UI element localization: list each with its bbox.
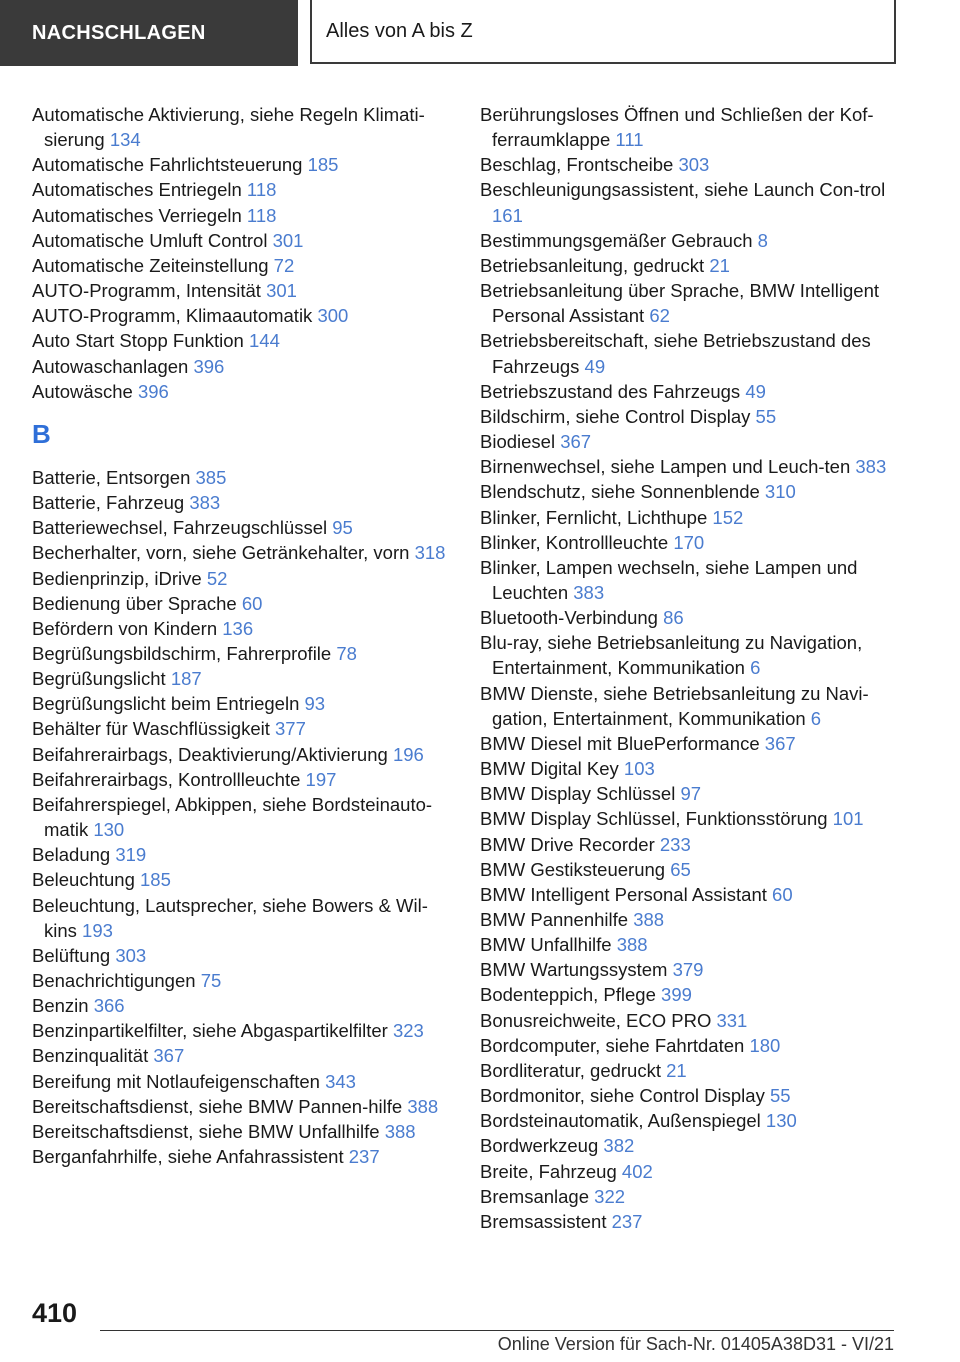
index-page-link[interactable]: 6 — [750, 657, 761, 679]
index-entry-text: Blinker, Fernlicht, Lichthupe — [480, 506, 708, 528]
index-page-link[interactable]: 399 — [661, 984, 692, 1006]
index-entry-text: Beschleunigungsassistent, siehe Launch Con-trol — [480, 179, 886, 201]
index-entry-text: Beifahrerairbags, Deaktivierung/Aktivierung — [32, 743, 388, 765]
index-entry-text: BMW Dienste, siehe Betriebsanleitung zu Navi-gation, Entertainment, Kommunikation — [480, 682, 869, 729]
index-page-link[interactable]: 101 — [832, 808, 864, 830]
index-page-link[interactable]: 118 — [246, 179, 277, 201]
index-page-link[interactable]: 388 — [384, 1120, 416, 1142]
index-entry-text: Bedienung über Sprache — [32, 592, 237, 614]
index-entry-text: Benzinpartikelfilter, siehe Abgaspartikelfilter — [32, 1020, 388, 1042]
index-page-link[interactable]: 301 — [266, 280, 297, 302]
index-entry-text: BMW Pannenhilfe — [480, 909, 629, 930]
index-page-link[interactable]: 55 — [769, 1085, 791, 1107]
index-entry — [480, 1133, 900, 1158]
index-entry-text: Bereitschaftsdienst, siehe BMW Unfallhilfe — [32, 1120, 380, 1142]
index-page-link[interactable]: 49 — [745, 380, 766, 402]
index-page-link[interactable]: 385 — [195, 466, 227, 488]
index-entry-text: BMW Display Schlüssel — [480, 783, 676, 805]
index-page-link[interactable]: 396 — [193, 355, 225, 377]
index-entry-text: AUTO-Programm, Intensität — [32, 280, 261, 302]
index-entry-text: BMW Display Schlüssel, Funktionsstörung — [480, 808, 828, 830]
index-page-link[interactable]: 152 — [712, 506, 744, 528]
index-entry — [480, 530, 900, 555]
index-page-link[interactable]: 367 — [764, 732, 796, 754]
index-page-link[interactable]: 343 — [325, 1070, 356, 1092]
index-page-link[interactable]: 62 — [649, 305, 670, 327]
index-page-link[interactable]: 366 — [93, 995, 125, 1017]
section-title: NACHSCHLAGEN — [32, 21, 206, 44]
index-entry-text: Bestimmungsgemäßer Gebrauch — [480, 229, 753, 251]
index-entry-text: Automatische Zeiteinstellung — [32, 254, 269, 276]
index-page-link[interactable]: 303 — [678, 154, 710, 176]
index-entry-text: Begrüßungslicht beim Entriegeln — [32, 693, 300, 715]
index-page-link[interactable]: 233 — [659, 833, 691, 855]
section-subtitle: Alles von A bis Z — [326, 19, 473, 42]
index-page-link[interactable]: 118 — [246, 204, 277, 226]
index-entry — [480, 454, 900, 479]
index-entry — [32, 203, 450, 228]
index-page-link[interactable]: 75 — [200, 970, 222, 991]
index-group-a — [32, 102, 450, 404]
index-entry — [480, 228, 900, 253]
index-entry — [480, 882, 900, 907]
index-entry — [32, 641, 450, 666]
index-page-link[interactable]: 396 — [137, 380, 169, 402]
index-entry-text: Auto Start Stopp Funktion — [32, 330, 244, 352]
index-page-link[interactable]: 144 — [249, 330, 280, 352]
index-entry — [480, 152, 900, 177]
index-entry — [32, 867, 450, 892]
index-page-link[interactable]: 65 — [670, 858, 691, 880]
index-page-link[interactable]: 86 — [663, 607, 684, 629]
index-page-link[interactable]: 103 — [623, 758, 655, 780]
index-entry — [32, 152, 450, 177]
index-page-link[interactable]: 323 — [392, 1020, 424, 1042]
index-entry-text: Bedienprinzip, iDrive — [32, 567, 202, 589]
index-entry — [480, 404, 900, 429]
index-page-link[interactable]: 331 — [716, 1009, 748, 1031]
index-entry — [32, 666, 450, 691]
index-entry-text: Beleuchtung, Lautsprecher, siehe Bowers & Wil-kins — [32, 894, 428, 941]
index-entry-text: Bodenteppich, Pflege — [480, 984, 656, 1006]
index-entry-text: Automatisches Verriegeln — [32, 204, 242, 226]
index-entry-text: Benzinqualität — [32, 1045, 149, 1067]
index-group-b — [32, 465, 450, 1169]
index-entry — [480, 1159, 900, 1184]
index-page-link[interactable]: 187 — [170, 668, 202, 690]
index-entry — [32, 566, 450, 591]
index-page-link[interactable]: 301 — [272, 229, 304, 251]
index-entry-text: Autowaschanlagen — [32, 355, 189, 377]
index-entry-text: Blu-ray, siehe Betriebsanleitung zu Navigation, Entertainment, Kommunikation — [480, 632, 863, 679]
index-page-link[interactable]: 319 — [115, 844, 147, 866]
index-entry — [32, 943, 450, 968]
index-page-link[interactable]: 97 — [680, 783, 702, 805]
index-entry-text: Belüftung — [32, 944, 111, 966]
index-entry — [480, 681, 900, 731]
index-entry — [32, 1144, 450, 1169]
index-entry-text: Autowäsche — [32, 380, 133, 402]
index-page-link[interactable]: 310 — [764, 481, 796, 503]
index-entry — [480, 731, 900, 756]
index-entry-text: Beifahrerairbags, Kontrollleuchte — [32, 768, 301, 790]
index-entry — [32, 742, 450, 767]
index-page-link[interactable]: 21 — [709, 254, 730, 276]
index-entry-text: Bremsanlage — [480, 1185, 590, 1207]
index-page-link[interactable]: 130 — [765, 1110, 797, 1132]
index-entry-text: BMW Digital Key — [480, 758, 619, 780]
index-entry-text: Benachrichtigungen — [32, 970, 196, 991]
index-entry — [480, 1083, 900, 1108]
index-entry-text: Batterie, Entsorgen — [32, 466, 191, 488]
index-entry-text: Bordcomputer, siehe Fahrtdaten — [480, 1034, 745, 1056]
page-number: 410 — [32, 1298, 78, 1328]
index-entry — [32, 465, 450, 490]
index-entry-text: BMW Gestiksteuerung — [480, 858, 666, 880]
index-entry-text: Bluetooth-Verbindung — [480, 607, 658, 629]
index-entry-text: Betriebszustand des Fahrzeugs — [480, 380, 741, 402]
index-page-link[interactable]: 180 — [749, 1034, 781, 1056]
index-page-link[interactable]: 6 — [810, 707, 822, 729]
index-page-link[interactable]: 300 — [317, 305, 349, 327]
index-page-link[interactable]: 237 — [348, 1146, 380, 1168]
index-entry — [32, 842, 450, 867]
index-entry-text: Birnenwechsel, siehe Lampen und Leuch-ten — [480, 456, 851, 478]
section-tab — [0, 0, 298, 66]
index-entry-text: Beladung — [32, 844, 111, 866]
index-entry — [32, 1043, 450, 1068]
index-entry — [480, 555, 900, 605]
index-entry-text: Beifahrerspiegel, Abkippen, siehe Bordsteinauto-matik — [32, 793, 433, 841]
index-entry — [32, 515, 450, 540]
index-entry — [480, 1184, 900, 1209]
index-entry — [480, 429, 900, 454]
index-entry-text: Betriebsbereitschaft, siehe Betriebszustand des Fahrzeugs — [480, 330, 871, 377]
index-entry-text: Automatisches Entriegeln — [32, 179, 242, 201]
index-entry-text: AUTO-Programm, Klimaautomatik — [32, 305, 313, 327]
index-entry — [32, 228, 450, 253]
index-entry-text: Beleuchtung — [32, 869, 135, 891]
index-entry — [480, 907, 900, 932]
index-page-link[interactable]: 193 — [82, 919, 113, 941]
index-entry — [32, 792, 450, 842]
index-entry-text: Bordwerkzeug — [480, 1135, 599, 1157]
index-entry — [480, 1033, 900, 1058]
index-page-link[interactable]: 196 — [392, 743, 424, 765]
index-entry-text: BMW Drive Recorder — [480, 833, 655, 855]
index-entry-text: Begrüßungsbildschirm, Fahrerprofile — [32, 642, 332, 664]
index-column-left — [32, 102, 450, 1169]
index-entry — [32, 767, 450, 792]
index-page-link[interactable]: 383 — [189, 492, 221, 514]
index-entry-text: Batteriewechsel, Fahrzeugschlüssel — [32, 517, 328, 539]
index-page-link[interactable]: 55 — [755, 405, 777, 427]
index-entry-text: Betriebsanleitung über Sprache, BMW Intelligent Personal Assistant — [480, 280, 879, 327]
index-page-link[interactable]: 388 — [633, 909, 665, 930]
index-entry — [32, 278, 450, 303]
index-entry-text: Betriebsanleitung, gedruckt — [480, 254, 705, 276]
index-entry-text: Berganfahrhilfe, siehe Anfahrassistent — [32, 1146, 344, 1168]
index-page-link[interactable]: 134 — [109, 129, 141, 151]
index-page-link[interactable]: 383 — [855, 456, 887, 478]
index-entry — [32, 253, 450, 278]
index-entry — [32, 893, 450, 943]
footer-divider — [100, 1330, 894, 1331]
index-entry-text: Bildschirm, siehe Control Display — [480, 405, 751, 427]
index-entry-text: Beschlag, Frontscheibe — [480, 154, 674, 176]
index-page-link[interactable]: 111 — [615, 129, 644, 151]
index-page-link[interactable]: 130 — [93, 819, 125, 841]
index-entry — [32, 1119, 450, 1144]
index-entry-text: Bordliteratur, gedruckt — [480, 1059, 661, 1081]
index-entry-text: Blinker, Kontrollleuchte — [480, 531, 669, 553]
index-entry-text: Berührungsloses Öffnen und Schließen der Kof-ferraumklappe — [480, 104, 874, 151]
index-page-link[interactable]: 382 — [603, 1135, 635, 1157]
index-entry — [480, 102, 900, 152]
index-entry — [32, 354, 450, 379]
index-entry-text: Batterie, Fahrzeug — [32, 492, 185, 514]
index-entry-text: Bereifung mit Notlaufeigenschaften — [32, 1070, 320, 1092]
index-page-link[interactable]: 367 — [153, 1045, 185, 1067]
index-page-link[interactable]: 388 — [616, 934, 648, 956]
index-entry — [32, 379, 450, 404]
index-page-link[interactable]: 388 — [407, 1095, 439, 1117]
index-page-link[interactable]: 21 — [666, 1059, 687, 1081]
index-entry — [32, 540, 450, 565]
index-entry — [480, 379, 900, 404]
index-entry — [480, 630, 900, 680]
index-page-link[interactable]: 237 — [611, 1210, 643, 1232]
index-entry — [32, 691, 450, 716]
index-entry-text: Blendschutz, siehe Sonnenblende — [480, 481, 760, 503]
index-entry — [480, 932, 900, 957]
index-page-link[interactable]: 303 — [115, 944, 147, 966]
index-entry-text: Automatische Umluft Control — [32, 229, 268, 251]
index-entry-text: Blinker, Lampen wechseln, siehe Lampen und Leuchten — [480, 556, 858, 603]
index-entry — [480, 857, 900, 882]
index-page-link[interactable]: 72 — [273, 254, 295, 276]
index-page-link[interactable]: 78 — [336, 642, 357, 664]
index-entry — [32, 1094, 450, 1119]
index-page-link[interactable]: 322 — [594, 1185, 626, 1207]
index-page-link[interactable]: 52 — [206, 567, 228, 589]
index-entry — [32, 968, 450, 993]
index-entry — [32, 1069, 450, 1094]
index-entry-text: Bonusreichweite, ECO PRO — [480, 1009, 712, 1031]
index-entry-text: Automatische Aktivierung, siehe Regeln Klimati-sierung — [32, 104, 425, 151]
index-entry — [480, 806, 900, 831]
index-entry — [32, 1018, 450, 1043]
index-entry — [32, 616, 450, 641]
index-entry-text: Bordsteinautomatik, Außenspiegel — [480, 1110, 761, 1132]
index-entry — [480, 479, 900, 504]
online-version-note: Online Version für Sach-Nr. 01405A38D31 - VI/21 — [497, 1334, 894, 1354]
index-page-link[interactable]: 318 — [414, 542, 446, 564]
index-entry — [480, 982, 900, 1007]
index-page-link[interactable]: 197 — [305, 768, 337, 790]
index-page-link[interactable]: 185 — [140, 869, 171, 891]
index-entry-text: Befördern von Kindern — [32, 617, 218, 639]
index-entry — [480, 1108, 900, 1133]
index-entry — [480, 1209, 900, 1234]
index-entry-text: Benzin — [32, 995, 89, 1017]
index-entry — [480, 1058, 900, 1083]
index-entry — [480, 756, 900, 781]
index-entry — [480, 1008, 900, 1033]
index-entry — [32, 177, 450, 202]
page-header — [0, 0, 960, 66]
subtitle-tab — [310, 0, 896, 64]
index-entry-text: Bordmonitor, siehe Control Display — [480, 1085, 765, 1107]
index-page-link[interactable]: 49 — [584, 355, 606, 377]
index-page-link[interactable]: 136 — [222, 617, 254, 639]
index-entry-text: Breite, Fahrzeug — [480, 1160, 617, 1182]
index-entry-text: Biodiesel — [480, 431, 556, 453]
index-entry — [32, 303, 450, 328]
index-entry-text: Begrüßungslicht — [32, 668, 166, 690]
index-page-link[interactable]: 8 — [757, 229, 768, 251]
index-entry — [480, 957, 900, 982]
index-entry — [32, 591, 450, 616]
index-entry — [480, 253, 900, 278]
index-page-link[interactable]: 95 — [332, 517, 353, 539]
index-page-link[interactable]: 383 — [573, 581, 605, 603]
index-page-link[interactable]: 377 — [275, 718, 306, 740]
index-entry-text: Bremsassistent — [480, 1210, 607, 1232]
index-entry — [480, 505, 900, 530]
index-entry — [480, 832, 900, 857]
index-entry — [480, 781, 900, 806]
index-entry — [480, 177, 900, 227]
index-entry — [32, 490, 450, 515]
index-entry-text: Becherhalter, vorn, siehe Getränkehalter, vorn — [32, 542, 410, 564]
index-page-link[interactable]: 60 — [772, 883, 793, 905]
index-page-link[interactable]: 402 — [621, 1160, 653, 1182]
index-page-link[interactable]: 60 — [241, 592, 263, 614]
index-entry — [480, 328, 900, 378]
index-entry-text: Behälter für Waschflüssigkeit — [32, 718, 270, 740]
index-page-link[interactable]: 161 — [492, 204, 523, 226]
index-entry — [32, 993, 450, 1018]
index-page-link[interactable]: 379 — [672, 959, 704, 981]
index-entry-text: BMW Diesel mit BluePerformance — [480, 732, 760, 754]
index-entry — [32, 102, 450, 152]
index-page-link[interactable]: 93 — [304, 693, 326, 715]
index-entry-text: BMW Unfallhilfe — [480, 934, 612, 956]
index-column-right — [480, 102, 900, 1234]
index-page-link[interactable]: 170 — [673, 531, 705, 553]
index-entry-text: Automatische Fahrlichtsteuerung — [32, 154, 303, 176]
index-entry-text: BMW Wartungssystem — [480, 959, 668, 981]
index-entry-text: BMW Intelligent Personal Assistant — [480, 883, 767, 905]
index-entry-text: Bereitschaftsdienst, siehe BMW Pannen-hilfe — [32, 1095, 403, 1117]
index-group-b-continued — [480, 102, 900, 1234]
index-letter-heading: B — [32, 418, 51, 449]
index-page-link[interactable]: 185 — [307, 154, 339, 176]
index-entry — [32, 328, 450, 353]
index-entry — [32, 716, 450, 741]
index-entry — [480, 605, 900, 630]
index-page-link[interactable]: 367 — [560, 431, 592, 453]
index-entry — [480, 278, 900, 328]
